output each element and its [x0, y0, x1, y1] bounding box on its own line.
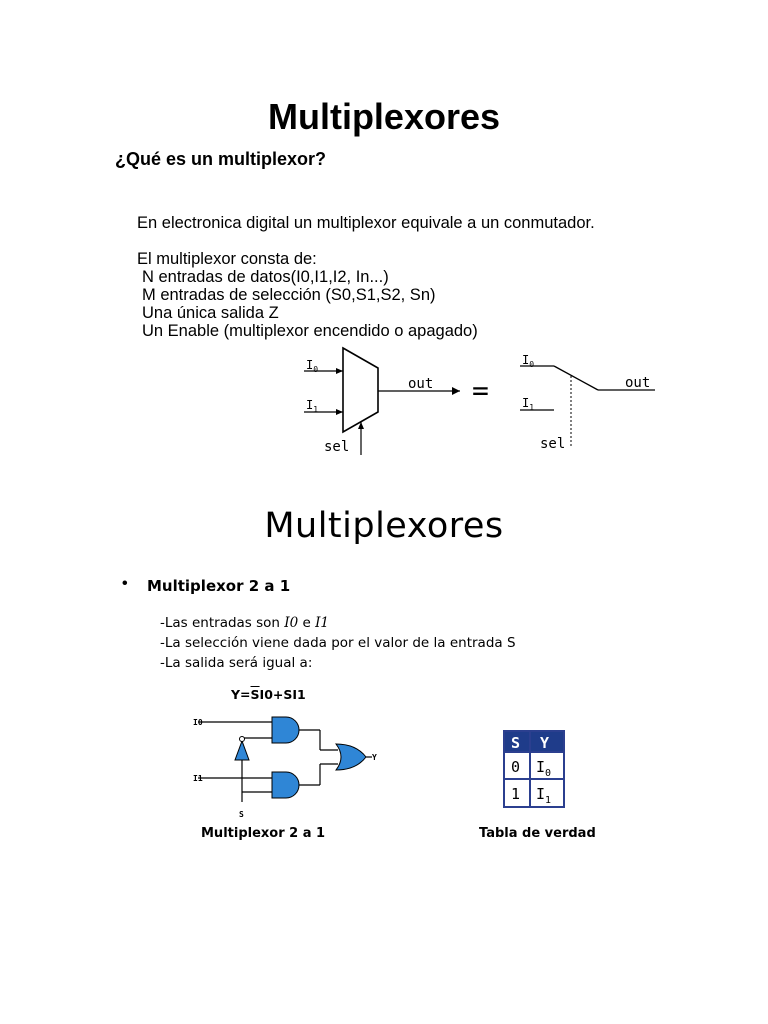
component-list — [142, 268, 478, 340]
input1-label: $I_1$ — [306, 398, 319, 414]
list-item: Una única salida Z — [142, 304, 279, 322]
truth-table — [503, 730, 565, 808]
list-item: -La selección viene dada por el valor de la entrada S — [160, 635, 516, 651]
mux-sel-label: sel — [324, 439, 350, 455]
slide2-title: Multiplexores — [264, 506, 504, 546]
label-y: Y — [372, 753, 377, 762]
formula: $Y=\overline{S}I0+SI1$ — [231, 687, 306, 702]
switch-sel-label: sel — [540, 436, 566, 452]
output-arrow-icon — [452, 387, 460, 395]
label-i0: I0 — [193, 718, 203, 727]
list-item: M entradas de selección (S0,S1,S2, Sn) — [142, 286, 436, 304]
question-heading: ¿Qué es un multiplexor? — [115, 149, 327, 169]
table-cell-y0: $I_0$ — [536, 758, 552, 779]
switch-input0-label: $I_0$ — [522, 353, 535, 369]
list-item: -Las entradas son I0 e I1 — [160, 615, 330, 631]
label-s: S — [239, 810, 244, 819]
and-gate-2 — [272, 772, 299, 798]
not-gate — [235, 741, 249, 760]
bullet: • — [122, 575, 128, 592]
table-header-y: Y — [540, 734, 550, 752]
switch-blade — [554, 366, 598, 390]
list-title: El multiplexor consta de: — [137, 250, 317, 268]
switch-out-label: out — [625, 375, 651, 391]
gate-circuit — [190, 708, 390, 823]
list-item: Un Enable (multiplexor encendido o apagado) — [142, 322, 478, 340]
input0-arrow-icon — [336, 368, 343, 374]
table-cell-y1: $I_1$ — [536, 785, 552, 806]
slide1-title: Multiplexores — [267, 96, 501, 137]
equals-sign: = — [472, 374, 489, 407]
and-gate-1 — [272, 717, 299, 743]
list-item: -La salida será igual a: — [160, 655, 313, 671]
circuit-caption: Multiplexor 2 a 1 — [201, 826, 326, 841]
table-cell-s0: 0 — [511, 758, 521, 776]
table-caption: Tabla de verdad — [479, 826, 596, 841]
input1-arrow-icon — [336, 409, 343, 415]
mux-body — [343, 348, 378, 432]
or-gate — [336, 744, 366, 770]
label-i1: I1 — [193, 774, 203, 783]
intro-text: En electronica digital un multiplexor equivale a un conmutador. — [137, 214, 595, 232]
list-item: N entradas de datos(I0,I1,I2, In...) — [142, 268, 389, 286]
not-bubble — [240, 737, 245, 742]
subtitle: Multiplexor 2 a 1 — [147, 577, 291, 595]
table-header-s: S — [511, 734, 521, 752]
description-list — [160, 613, 516, 673]
switch-input1-label: $I_1$ — [522, 396, 535, 412]
mux-switch-diagram — [290, 340, 680, 460]
table-cell-s1: 1 — [511, 785, 521, 803]
input0-label: $I_0$ — [306, 358, 319, 374]
mux-out-label: out — [408, 376, 434, 392]
